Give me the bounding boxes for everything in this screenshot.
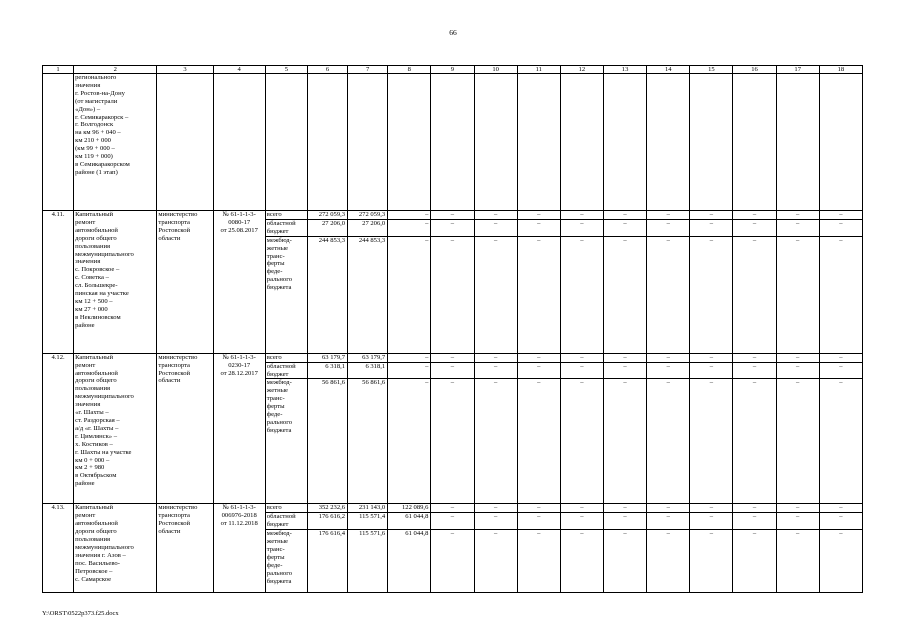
cell [157,74,213,211]
page-number: 66 [449,28,457,37]
object-name: регионального значения г. Ростов-на-Дону (от магистрали «Дон») – г. Семикаракорск – г. Волгодонск на км 96 + 040 – км 210 + 000 (км 99 + 000 – км 119 + 000) в Семикаракорском районе (1 этап) [74,74,157,211]
cell [431,74,474,211]
dash-cell: – [819,530,862,593]
dash-cell: – [474,504,517,513]
cell [348,74,388,211]
amount-col8: – [388,362,431,379]
cell [776,74,819,211]
dash-cell: – [647,219,690,236]
dash-cell: – [517,236,560,353]
funding-source: всего [265,353,307,362]
dash-cell: – [474,362,517,379]
column-header: 4 [213,66,265,74]
dash-cell: – [517,379,560,504]
amount-col6: 63 179,7 [307,353,347,362]
amount-col8: – [388,379,431,504]
cell [43,74,74,211]
dash-cell: – [733,362,776,379]
dash-cell: – [819,362,862,379]
column-header: 5 [265,66,307,74]
column-header: 9 [431,66,474,74]
amount-col7: 272 059,3 [348,211,388,220]
amount-col6: 56 861,6 [307,379,347,504]
dash-cell: – [560,504,603,513]
dash-cell: – [431,362,474,379]
amount-col7: 27 206,0 [348,219,388,236]
dash-cell: – [604,236,647,353]
table-row [43,211,863,220]
dash-cell: – [733,353,776,362]
dash-cell: – [560,353,603,362]
dash-cell: – [560,513,603,530]
amount-col6: 244 853,3 [307,236,347,353]
amount-col7: 115 571,6 [348,530,388,593]
amount-col8: – [388,353,431,362]
file-path-footer: Y:\ORST\0522p373.f25.docx [42,610,119,617]
dash-cell: – [604,379,647,504]
cell [647,74,690,211]
dash-cell: – [733,379,776,504]
dash-cell: – [690,379,733,504]
amount-col6: 176 616,4 [307,530,347,593]
amount-col6: 176 616,2 [307,513,347,530]
funding-source: областной бюджет [265,219,307,236]
funding-source: областной бюджет [265,513,307,530]
dash-cell: – [431,236,474,353]
dash-cell: – [431,504,474,513]
amount-col7: 231 143,0 [348,504,388,513]
funding-source: областной бюджет [265,362,307,379]
dash-cell: – [604,362,647,379]
dash-cell: – [647,362,690,379]
dash-cell: – [819,379,862,504]
column-header: 16 [733,66,776,74]
dash-cell: – [647,236,690,353]
dash-cell: – [776,504,819,513]
dash-cell: – [560,211,603,220]
dash-cell: – [604,219,647,236]
amount-col6: 272 059,3 [307,211,347,220]
amount-col6: 352 232,6 [307,504,347,513]
amount-col8: – [388,236,431,353]
dash-cell: – [690,219,733,236]
dash-cell: – [733,530,776,593]
amount-col7: 56 861,6 [348,379,388,504]
cell [517,74,560,211]
dash-cell: – [431,353,474,362]
column-header: 12 [560,66,603,74]
dash-cell: – [776,219,819,236]
cell [733,74,776,211]
table-row [43,504,863,513]
dash-cell: – [560,362,603,379]
amount-col6: 6 318,1 [307,362,347,379]
dash-cell: – [604,513,647,530]
dash-cell: – [819,219,862,236]
column-header: 15 [690,66,733,74]
cell [388,74,431,211]
column-header: 8 [388,66,431,74]
amount-col8: 122 089,6 [388,504,431,513]
dash-cell: – [690,530,733,593]
dash-cell: – [819,236,862,353]
customer: министерство транспорта Ростовской области [157,353,213,504]
contract-number: № 61-1-1-3- 0230-17 от 28.12.2017 [213,353,265,504]
dash-cell: – [517,353,560,362]
item-number: 4.11. [43,211,74,354]
amount-col8: – [388,219,431,236]
column-header: 13 [604,66,647,74]
amount-col8: 61 044,8 [388,513,431,530]
cell [213,74,265,211]
column-header: 6 [307,66,347,74]
dash-cell: – [517,211,560,220]
dash-cell: – [517,362,560,379]
amount-col7: 115 571,4 [348,513,388,530]
dash-cell: – [776,236,819,353]
dash-cell: – [604,353,647,362]
dash-cell: – [776,530,819,593]
funding-source: всего [265,504,307,513]
column-header: 7 [348,66,388,74]
dash-cell: – [647,513,690,530]
dash-cell: – [733,236,776,353]
dash-cell: – [604,504,647,513]
cell [265,74,307,211]
dash-cell: – [690,513,733,530]
column-header: 14 [647,66,690,74]
dash-cell: – [431,530,474,593]
dash-cell: – [431,513,474,530]
dash-cell: – [647,353,690,362]
column-header: 18 [819,66,862,74]
amount-col7: 244 853,3 [348,236,388,353]
dash-cell: – [690,211,733,220]
column-header: 3 [157,66,213,74]
financing-table [42,65,863,593]
dash-cell: – [647,530,690,593]
dash-cell: – [690,504,733,513]
dash-cell: – [517,530,560,593]
cell [604,74,647,211]
dash-cell: – [517,219,560,236]
dash-cell: – [560,530,603,593]
column-header: 1 [43,66,74,74]
dash-cell: – [819,353,862,362]
table-row [43,353,863,362]
dash-cell: – [690,353,733,362]
cell [560,74,603,211]
amount-col7: 63 179,7 [348,353,388,362]
dash-cell: – [776,379,819,504]
amount-col8: 61 044,8 [388,530,431,593]
dash-cell: – [647,504,690,513]
contract-number: № 61-1-1-3- 0080-17 от 25.08.2017 [213,211,265,354]
dash-cell: – [690,236,733,353]
customer: министерство транспорта Ростовской области [157,211,213,354]
dash-cell: – [474,353,517,362]
dash-cell: – [776,362,819,379]
dash-cell: – [517,513,560,530]
dash-cell: – [733,513,776,530]
amount-col8: – [388,211,431,220]
amount-col7: 6 318,1 [348,362,388,379]
funding-source: всего [265,211,307,220]
funding-source: межбюд- жетные транс- ферты феде- рального бюджета [265,379,307,504]
funding-source: межбюд- жетные транс- ферты феде- рального бюджета [265,530,307,593]
dash-cell: – [733,219,776,236]
item-number: 4.13. [43,504,74,593]
dash-cell: – [474,211,517,220]
dash-cell: – [474,236,517,353]
contract-number: № 61-1-1-3- 006976-2018 от 11.12.2018 [213,504,265,593]
dash-cell: – [517,504,560,513]
dash-cell: – [560,219,603,236]
dash-cell: – [474,379,517,504]
dash-cell: – [474,513,517,530]
column-header: 17 [776,66,819,74]
dash-cell: – [647,379,690,504]
cell [690,74,733,211]
dash-cell: – [560,379,603,504]
cell [307,74,347,211]
object-name: Капитальный ремонт автомобильной дороги общего пользования межмуниципального значения с. Покровское – с. Советка – сл. Большекре- пинская на участке км 12 + 500 – км 27 + 000 в Неклиновском районе [74,211,157,354]
dash-cell: – [733,504,776,513]
object-name: Капитальный ремонт автомобильной дороги общего пользования межмуниципального значения г. Азов – пос. Васильево- Петровское – с. Самарское [74,504,157,593]
table-body [43,211,863,593]
dash-cell: – [776,513,819,530]
dash-cell: – [431,211,474,220]
funding-source: межбюд- жетные транс- ферты феде- рального бюджета [265,236,307,353]
dash-cell: – [431,379,474,504]
item-number: 4.12. [43,353,74,504]
dash-cell: – [690,362,733,379]
column-number-row [43,66,863,74]
dash-cell: – [819,211,862,220]
dash-cell: – [776,211,819,220]
dash-cell: – [776,353,819,362]
continued-row [43,74,863,211]
dash-cell: – [604,211,647,220]
column-header: 2 [74,66,157,74]
column-header: 11 [517,66,560,74]
dash-cell: – [474,219,517,236]
dash-cell: – [647,211,690,220]
customer: министерство транспорта Ростовской области [157,504,213,593]
object-name: Капитальный ремонт автомобильной дороги общего пользования межмуниципального значения «г. Шахты – ст. Раздорская – а/д «г. Шахты – г. Цимлянск» – х. Костиков – г. Шахты на участке км 0 + 000 – км 2 + 980 в Октябрьском районе [74,353,157,504]
amount-col6: 27 206,0 [307,219,347,236]
dash-cell: – [819,504,862,513]
cell [474,74,517,211]
dash-cell: – [560,236,603,353]
dash-cell: – [604,530,647,593]
dash-cell: – [431,219,474,236]
dash-cell: – [733,211,776,220]
cell [819,74,862,211]
dash-cell: – [474,530,517,593]
dash-cell: – [819,513,862,530]
column-header: 10 [474,66,517,74]
